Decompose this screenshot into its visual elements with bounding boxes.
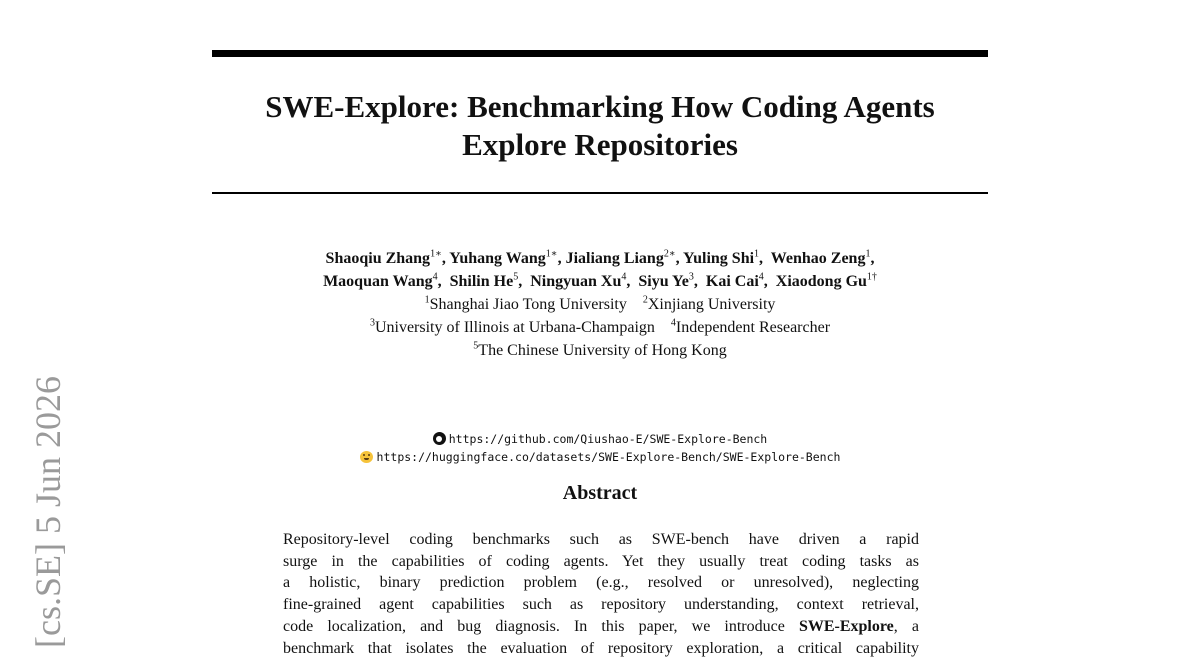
author-sup: 4	[432, 271, 438, 283]
github-link[interactable]: https://github.com/Qiushao-E/SWE-Explore-Bench	[448, 432, 768, 446]
author-sup: 1∗	[545, 248, 558, 260]
affiliation: University of Illinois at Urbana-Champaign	[374, 319, 655, 336]
abstract-body	[283, 529, 919, 659]
affil-sup: 3	[369, 317, 375, 329]
author: Ningyuan Xu	[530, 273, 622, 290]
abstract-text: , a	[893, 617, 919, 635]
paper-title	[212, 88, 988, 164]
author-sup: 4	[621, 271, 627, 283]
abstract-line: Repository-level coding benchmarks such as SWE-bench have driven a rapid	[283, 531, 919, 548]
affiliation-line-2	[212, 316, 988, 339]
affil-sup: 2	[642, 294, 648, 306]
author-sup: 1∗	[430, 248, 442, 260]
title-line-1: SWE-Explore: Benchmarking How Coding Agents	[265, 89, 935, 124]
author-sup: 4	[758, 271, 764, 283]
author: Kai Cai	[705, 273, 759, 290]
abstract-text: code localization, and bug diagnosis. In this paper, we introduce	[283, 617, 799, 635]
huggingface-icon	[360, 451, 373, 463]
author-names: Shaoqiu Zhang$^{1∗}$, Yuhang Wang$^{1∗}$, Jialiang Liang$^{2∗}$, Yuling Shi$^1$, Wenhao Zeng$^1$, Maoquan Wang$^4$, Shilin He$^5$, Ningyuan Xu$^4$, Siyu Ye$^3$, Kai Cai$^4$, Xiaodong $Gu^{1\dagger}$	[323, 248, 877, 290]
author: Maoquan Wang	[323, 273, 433, 290]
author-sup: 1†	[866, 271, 877, 283]
github-icon	[433, 432, 446, 445]
affiliation: The Chinese University of Hong Kong	[478, 342, 727, 359]
abstract-line: benchmark that isolates the evaluation of repository exploration, a critical capability	[283, 639, 919, 657]
abstract-heading: Abstract	[562, 482, 638, 504]
author-sup: 1	[865, 248, 871, 260]
affiliation: Independent Researcher	[675, 319, 831, 336]
benchmark-name: SWE-Explore	[798, 617, 894, 635]
resource-links	[212, 430, 988, 466]
title-line-2: Explore Repositories	[462, 127, 738, 162]
affiliation: Xinjiang University	[647, 296, 776, 313]
arxiv-stamp: [cs.SE] 5 Jun 2026	[28, 376, 68, 648]
author: Shaoqiu Zhang	[325, 250, 431, 267]
author: Yuling Shi	[683, 250, 755, 267]
huggingface-link-row[interactable]	[212, 448, 988, 466]
title-bottom-rule	[212, 192, 988, 194]
author: Jialiang Liang	[565, 250, 664, 267]
author: Yuhang Wang	[449, 250, 546, 267]
affil-sup: 5	[473, 340, 479, 352]
abstract-line	[283, 616, 919, 638]
author: Xiaodong Gu	[775, 273, 867, 290]
author-sup: 5	[513, 271, 519, 283]
author-sup: 2∗	[663, 248, 676, 260]
title-top-rule	[212, 50, 988, 57]
huggingface-link[interactable]: https://huggingface.co/datasets/SWE-Explore-Bench/SWE-Explore-Bench	[376, 450, 841, 464]
affiliation-line-1	[212, 293, 988, 316]
author-sup: 1	[754, 248, 760, 260]
affil-sup: 1	[424, 294, 430, 306]
abstract-line: a holistic, binary prediction problem (e.g., resolved or unresolved), neglecting	[283, 574, 919, 592]
author-sup: 3	[688, 271, 694, 283]
author-block	[212, 247, 988, 362]
affiliation-line-3	[212, 339, 988, 362]
affiliation: Shanghai Jiao Tong University	[429, 296, 627, 313]
abstract-line: fine-grained agent capabilities such as repository understanding, context retrieval,	[283, 596, 919, 614]
abstract-line: surge in the capabilities of coding agents. Yet they usually treat coding tasks as	[283, 552, 919, 570]
author: Shilin He	[449, 273, 514, 290]
github-link-row[interactable]	[212, 430, 988, 448]
affil-sup: 4	[670, 317, 676, 329]
author: Siyu Ye	[638, 273, 689, 290]
author: Wenhao Zeng	[770, 250, 866, 267]
